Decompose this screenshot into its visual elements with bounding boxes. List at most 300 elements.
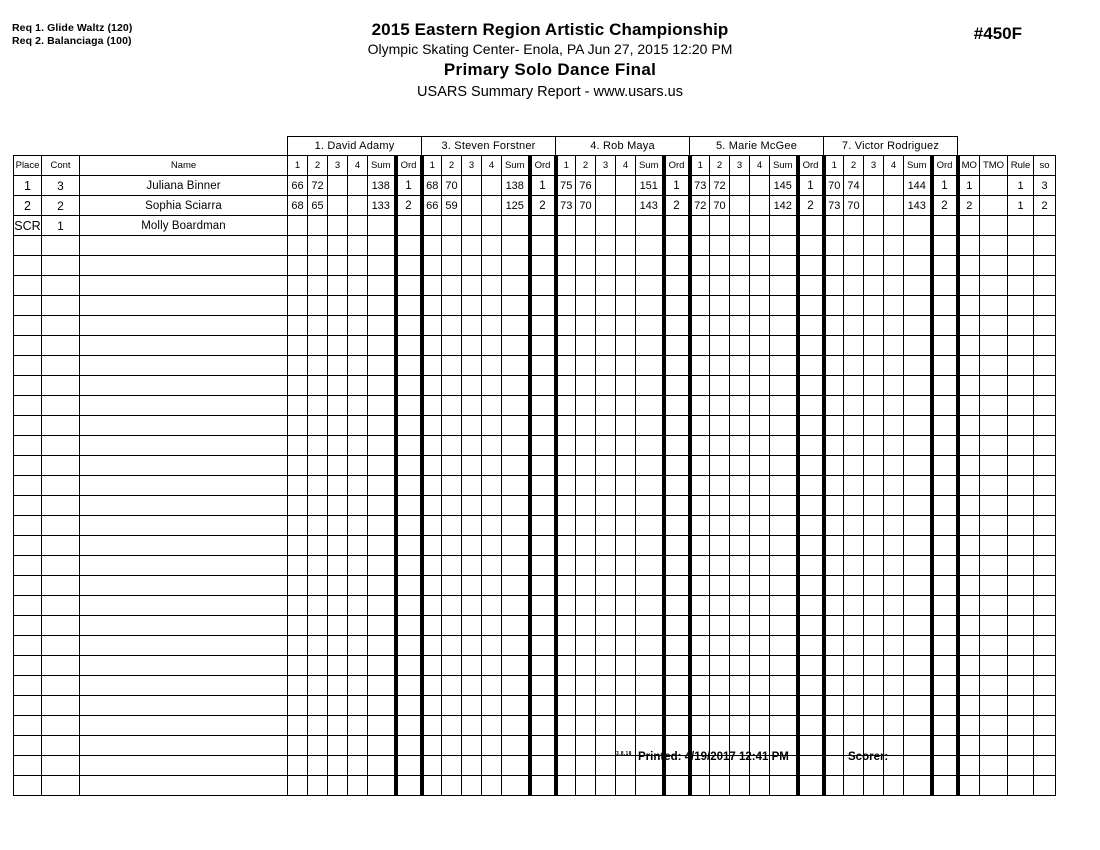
empty-cell [1008, 436, 1034, 456]
empty-cell [980, 536, 1008, 556]
empty-cell [616, 716, 636, 736]
empty-cell [884, 456, 904, 476]
empty-cell [798, 596, 824, 616]
empty-cell [1034, 396, 1056, 416]
empty-cell [556, 456, 576, 476]
empty-cell [288, 236, 308, 256]
empty-cell [576, 416, 596, 436]
empty-cell [502, 316, 530, 336]
empty-cell [14, 756, 42, 776]
table-empty-row[interactable] [14, 236, 1056, 256]
table-empty-row[interactable] [14, 776, 1056, 796]
empty-cell [502, 416, 530, 436]
empty-cell [690, 616, 710, 636]
empty-cell [462, 336, 482, 356]
row-judge5-ord [932, 216, 958, 236]
empty-cell [730, 376, 750, 396]
empty-cell [636, 676, 664, 696]
empty-cell [750, 476, 770, 496]
empty-cell [664, 296, 690, 316]
row-judge3-s2: 76 [576, 176, 596, 196]
empty-cell [348, 716, 368, 736]
row-judge4-s4 [750, 216, 770, 236]
empty-cell [616, 756, 636, 776]
empty-cell [980, 616, 1008, 636]
empty-cell [884, 316, 904, 336]
table-row[interactable] [14, 216, 1056, 236]
row-judge5-s2: 70 [844, 196, 864, 216]
table-empty-row[interactable] [14, 636, 1056, 656]
empty-cell [932, 476, 958, 496]
empty-cell [824, 496, 844, 516]
empty-cell [502, 756, 530, 776]
row-judge1-s4 [348, 216, 368, 236]
table-empty-row[interactable] [14, 316, 1056, 336]
empty-cell [80, 676, 288, 696]
empty-cell [422, 236, 442, 256]
table-empty-row[interactable] [14, 256, 1056, 276]
table-empty-row[interactable] [14, 276, 1056, 296]
empty-cell [844, 256, 864, 276]
empty-cell [932, 436, 958, 456]
empty-cell [904, 396, 932, 416]
table-empty-row[interactable] [14, 376, 1056, 396]
table-empty-row[interactable] [14, 476, 1056, 496]
empty-cell [616, 436, 636, 456]
empty-cell [288, 676, 308, 696]
col-header-tmo: TMO [980, 156, 1008, 176]
empty-cell [904, 776, 932, 796]
empty-cell [636, 376, 664, 396]
empty-cell [42, 476, 80, 496]
empty-cell [462, 756, 482, 776]
empty-cell [958, 296, 980, 316]
table-empty-row[interactable] [14, 556, 1056, 576]
row-judge1-sum: 133 [368, 196, 396, 216]
empty-cell [80, 256, 288, 276]
row-judge1-s3 [328, 216, 348, 236]
empty-cell [442, 476, 462, 496]
empty-cell [824, 376, 844, 396]
empty-cell [80, 596, 288, 616]
empty-cell [710, 276, 730, 296]
empty-cell [462, 276, 482, 296]
scorer-label: Scorer: [848, 751, 889, 763]
empty-cell [750, 396, 770, 416]
table-empty-row[interactable] [14, 496, 1056, 516]
empty-cell [932, 716, 958, 736]
empty-cell [596, 356, 616, 376]
empty-cell [750, 496, 770, 516]
empty-cell [596, 616, 616, 636]
col-header-judge1-1: 1 [288, 156, 308, 176]
empty-cell [556, 316, 576, 336]
row-judge5-s2: 74 [844, 176, 864, 196]
table-empty-row[interactable] [14, 596, 1056, 616]
empty-cell [750, 236, 770, 256]
empty-cell [14, 316, 42, 336]
empty-cell [932, 616, 958, 636]
empty-cell [958, 656, 980, 676]
empty-cell [980, 236, 1008, 256]
empty-cell [664, 496, 690, 516]
empty-cell [864, 596, 884, 616]
empty-cell [80, 716, 288, 736]
empty-cell [288, 536, 308, 556]
empty-cell [932, 456, 958, 476]
empty-cell [730, 656, 750, 676]
empty-cell [750, 456, 770, 476]
empty-cell [690, 256, 710, 276]
empty-cell [1034, 776, 1056, 796]
table-empty-row[interactable] [14, 416, 1056, 436]
empty-cell [482, 756, 502, 776]
empty-cell [1034, 516, 1056, 536]
table-empty-row[interactable] [14, 456, 1056, 476]
empty-cell [798, 756, 824, 776]
empty-cell [462, 456, 482, 476]
empty-cell [288, 336, 308, 356]
row-judge1-s2: 72 [308, 176, 328, 196]
empty-cell [442, 436, 462, 456]
empty-cell [556, 656, 576, 676]
row-tmo [980, 216, 1008, 236]
table-empty-row[interactable] [14, 536, 1056, 556]
empty-cell [502, 576, 530, 596]
empty-cell [368, 276, 396, 296]
table-empty-row[interactable] [14, 296, 1056, 316]
row-judge4-sum [770, 216, 798, 236]
empty-cell [502, 336, 530, 356]
empty-cell [730, 696, 750, 716]
empty-cell [1008, 696, 1034, 716]
table-empty-row[interactable] [14, 716, 1056, 736]
empty-cell [442, 656, 462, 676]
empty-cell [616, 476, 636, 496]
empty-cell [288, 596, 308, 616]
empty-cell [636, 556, 664, 576]
empty-cell [596, 236, 616, 256]
row-judge2-s4 [482, 196, 502, 216]
empty-cell [904, 376, 932, 396]
table-empty-row[interactable] [14, 676, 1056, 696]
empty-cell [348, 456, 368, 476]
col-header-judge3-4: 4 [616, 156, 636, 176]
empty-cell [556, 496, 576, 516]
empty-cell [422, 756, 442, 776]
empty-cell [904, 236, 932, 256]
empty-cell [576, 236, 596, 256]
row-judge3-s1: 75 [556, 176, 576, 196]
empty-cell [798, 296, 824, 316]
empty-cell [502, 436, 530, 456]
empty-cell [980, 776, 1008, 796]
empty-cell [844, 356, 864, 376]
empty-cell [368, 236, 396, 256]
empty-cell [348, 636, 368, 656]
empty-cell [824, 536, 844, 556]
event-subtitle: Primary Solo Dance Final [443, 60, 657, 79]
empty-cell [368, 776, 396, 796]
empty-cell [824, 516, 844, 536]
empty-cell [770, 556, 798, 576]
row-judge1-sum [368, 216, 396, 236]
empty-cell [904, 416, 932, 436]
table-row[interactable] [14, 176, 1056, 196]
empty-cell [730, 316, 750, 336]
empty-cell [422, 536, 442, 556]
empty-cell [596, 336, 616, 356]
row-rule: 1 [1008, 196, 1034, 216]
empty-cell [348, 316, 368, 336]
empty-cell [730, 556, 750, 576]
empty-cell [422, 576, 442, 596]
empty-cell [422, 436, 442, 456]
empty-cell [596, 416, 616, 436]
row-judge3-sum [636, 216, 664, 236]
empty-cell [80, 496, 288, 516]
empty-cell [798, 236, 824, 256]
empty-cell [80, 376, 288, 396]
empty-cell [770, 696, 798, 716]
report-source: USARS Summary Report - www.usars.us [417, 84, 683, 100]
empty-cell [308, 556, 328, 576]
row-tmo [980, 176, 1008, 196]
row-judge2-s1: 66 [422, 196, 442, 216]
empty-cell [824, 456, 844, 476]
empty-cell [348, 576, 368, 596]
empty-cell [864, 556, 884, 576]
empty-cell [596, 376, 616, 396]
empty-cell [1034, 736, 1056, 756]
empty-cell [462, 776, 482, 796]
empty-cell [864, 236, 884, 256]
empty-cell [932, 376, 958, 396]
empty-cell [884, 696, 904, 716]
empty-cell [932, 596, 958, 616]
empty-cell [422, 616, 442, 636]
empty-cell [482, 696, 502, 716]
empty-cell [824, 356, 844, 376]
empty-cell [824, 556, 844, 576]
empty-cell [750, 436, 770, 456]
empty-cell [328, 316, 348, 336]
empty-cell [348, 536, 368, 556]
report-header [0, 20, 1100, 103]
empty-cell [1008, 556, 1034, 576]
empty-cell [690, 716, 710, 736]
table-empty-row[interactable] [14, 516, 1056, 536]
empty-cell [958, 336, 980, 356]
empty-cell [80, 576, 288, 596]
empty-cell [14, 296, 42, 316]
table-empty-row[interactable] [14, 436, 1056, 456]
empty-cell [980, 596, 1008, 616]
empty-cell [664, 516, 690, 536]
empty-cell [864, 576, 884, 596]
empty-cell [1008, 236, 1034, 256]
empty-cell [530, 436, 556, 456]
empty-cell [730, 436, 750, 456]
empty-cell [958, 396, 980, 416]
empty-cell [348, 736, 368, 756]
empty-cell [482, 256, 502, 276]
table-empty-row[interactable] [14, 736, 1056, 756]
empty-cell [980, 396, 1008, 416]
table-empty-row[interactable] [14, 696, 1056, 716]
empty-cell [616, 496, 636, 516]
judge-name-header: 1. David Adamy [288, 137, 422, 156]
empty-cell [348, 556, 368, 576]
col-header-judge3-ord: Ord [664, 156, 690, 176]
empty-cell [576, 256, 596, 276]
empty-cell [308, 336, 328, 356]
empty-cell [958, 556, 980, 576]
empty-cell [770, 316, 798, 336]
empty-cell [904, 436, 932, 456]
empty-cell [288, 716, 308, 736]
empty-cell [368, 696, 396, 716]
empty-cell [1034, 676, 1056, 696]
empty-cell [308, 576, 328, 596]
empty-cell [958, 756, 980, 776]
table-empty-row[interactable] [14, 396, 1056, 416]
table-empty-row[interactable] [14, 656, 1056, 676]
empty-cell [690, 556, 710, 576]
empty-cell [442, 636, 462, 656]
empty-cell [14, 236, 42, 256]
empty-cell [42, 716, 80, 736]
empty-cell [904, 716, 932, 736]
empty-cell [844, 656, 864, 676]
empty-cell [368, 296, 396, 316]
empty-cell [750, 576, 770, 596]
empty-cell [556, 536, 576, 556]
empty-cell [844, 576, 864, 596]
empty-cell [690, 496, 710, 516]
empty-cell [530, 376, 556, 396]
empty-cell [980, 696, 1008, 716]
empty-cell [1034, 576, 1056, 596]
empty-cell [770, 576, 798, 596]
row-judge1-s1: 68 [288, 196, 308, 216]
empty-cell [958, 456, 980, 476]
row-judge2-ord: 1 [530, 176, 556, 196]
empty-cell [958, 316, 980, 336]
empty-cell [932, 776, 958, 796]
empty-cell [616, 656, 636, 676]
col-header-judge1-2: 2 [308, 156, 328, 176]
empty-cell [1034, 416, 1056, 436]
empty-cell [844, 476, 864, 496]
empty-cell [502, 396, 530, 416]
empty-cell [368, 716, 396, 736]
row-judge1-s2 [308, 216, 328, 236]
empty-cell [750, 616, 770, 636]
empty-cell [530, 676, 556, 696]
empty-cell [844, 416, 864, 436]
empty-cell [14, 376, 42, 396]
empty-cell [482, 456, 502, 476]
empty-cell [750, 716, 770, 736]
empty-cell [14, 336, 42, 356]
empty-cell [348, 496, 368, 516]
row-judge4-s2: 72 [710, 176, 730, 196]
empty-cell [864, 256, 884, 276]
empty-cell [636, 616, 664, 636]
empty-cell [798, 656, 824, 676]
empty-cell [42, 596, 80, 616]
table-empty-row[interactable] [14, 356, 1056, 376]
empty-cell [844, 456, 864, 476]
empty-cell [328, 476, 348, 496]
requirement-line-2: Req 2. Balanciaga (100) [12, 35, 132, 47]
empty-cell [396, 416, 422, 436]
empty-cell [864, 476, 884, 496]
empty-cell [636, 336, 664, 356]
empty-cell [288, 616, 308, 636]
empty-cell [710, 416, 730, 436]
empty-cell [798, 336, 824, 356]
judge-name-header: 7. Victor Rodriguez [824, 137, 958, 156]
empty-cell [502, 596, 530, 616]
empty-cell [980, 756, 1008, 776]
empty-cell [824, 676, 844, 696]
empty-cell [824, 736, 844, 756]
row-judge5-sum: 143 [904, 196, 932, 216]
empty-cell [690, 476, 710, 496]
empty-cell [824, 476, 844, 496]
col-header-judge4-4: 4 [750, 156, 770, 176]
table-row[interactable] [14, 196, 1056, 216]
table-empty-row[interactable] [14, 576, 1056, 596]
version-stamp: 3.8.18 [616, 751, 632, 757]
row-judge5-s2 [844, 216, 864, 236]
empty-cell [308, 396, 328, 416]
empty-cell [14, 656, 42, 676]
empty-cell [1034, 376, 1056, 396]
empty-cell [530, 296, 556, 316]
row-judge2-s3 [462, 196, 482, 216]
judge-name-header: 3. Steven Forstner [422, 137, 556, 156]
empty-cell [690, 276, 710, 296]
table-empty-row[interactable] [14, 616, 1056, 636]
empty-cell [1008, 616, 1034, 636]
empty-cell [288, 296, 308, 316]
empty-cell [980, 356, 1008, 376]
empty-cell [576, 636, 596, 656]
col-header-judge2-1: 1 [422, 156, 442, 176]
empty-cell [664, 536, 690, 556]
empty-cell [442, 376, 462, 396]
empty-cell [958, 696, 980, 716]
empty-cell [1008, 476, 1034, 496]
table-empty-row[interactable] [14, 756, 1056, 776]
empty-cell [596, 756, 616, 776]
empty-cell [1008, 576, 1034, 596]
table-empty-row[interactable] [14, 336, 1056, 356]
empty-cell [1008, 376, 1034, 396]
empty-cell [932, 356, 958, 376]
col-header-judge5-1: 1 [824, 156, 844, 176]
empty-cell [664, 276, 690, 296]
empty-cell [616, 536, 636, 556]
empty-cell [884, 616, 904, 636]
empty-cell [328, 556, 348, 576]
row-judge4-s2: 70 [710, 196, 730, 216]
empty-cell [328, 776, 348, 796]
empty-cell [710, 336, 730, 356]
